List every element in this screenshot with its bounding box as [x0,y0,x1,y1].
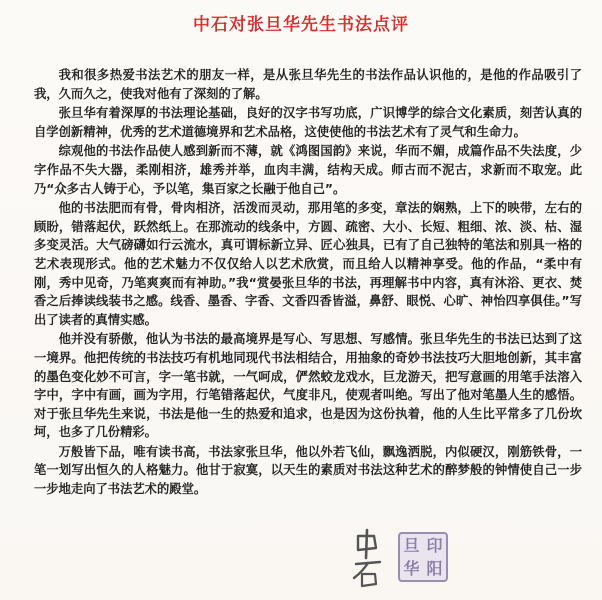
article-body [34,66,582,500]
paragraph-6: 万般皆下品，唯有读书高，书法家张旦华，他以外若飞仙，飘逸洒脱，内似硬汉，刚筋铁骨，一笔一划写出恒久的人格魅力。他甘于寂寞，以天生的素质对书法这种艺术的醉梦般的钟情使自己一步一步地走向了书法艺术的殿堂。 [34,444,582,497]
seal-char: 印 [426,535,443,555]
signature-mark [350,528,386,590]
paragraph-1: 我和很多热爱书法艺术的朋友一样，是从张旦华先生的书法作品认识他的，是他的作品吸引了我，久而久之，使我对他有了深刻的了解。 [34,68,582,101]
page-title: 中石对张旦华先生书法点评 [193,15,409,35]
paragraph-4: 他的书法肥而有骨，骨肉相济，活泼而灵动，那用笔的多变，章法的娴熟，上下的映带，左右的顾盼，错落起伏，跃然纸上。在那流动的线条中，方圆、疏密、大小、长短、粗细、浓、淡、枯、湿多变灵活。大气磅礴如行云流水，真可谓标新立异、匠心独具，已有了自己独特的笔法和别具一格的艺术表现形式。他的艺术魅力不仅仅给人以艺术欣赏，而且给人以精神享受。他的作品，“柔中有刚，秀中见奇，乃笔爽爽而有神助。”我“赏晏张旦华的书法，再理解书中内容，真有沐浴、更衣、焚香之后捧读线装书之感。线香、墨香、字香、文香四香皆溢，鼻舒、眼悦、心旷、神怡四享俱佳。”写出了读者的真情实感。 [34,201,582,327]
seal-char: 旦 [403,535,420,555]
seal-stamp [398,532,448,582]
paragraph-3: 综观他的书法作品使人感到新而不薄，就《鸿图国韵》来说，华而不媚，成篇作品不失法度，少字作品不失大器，柔刚相济，雄秀并举，血肉丰满，结构天成。师古而不泥古，求新而不取宠。此乃“众多古人铸于心，予以笔，集百家之长融于他自己”。 [34,144,582,196]
paragraph-2: 张旦华有着深厚的书法理论基础，良好的汉字书写功底，广识博学的综合文化素质，刻苦认真的自学创新精神，优秀的艺术道德境界和艺术品格，这使使他的书法艺术有了灵气和生命力。 [34,106,582,139]
paragraph-5: 他并没有骄傲，他认为书法的最高境界是写心、写思想、写感情。张旦华先生的书法已达到了这一境界。他把传统的书法技巧有机地同现代书法相结合，用抽象的奇妙书法技巧大胆地创新，其丰富的墨色变化妙不可言，字一笔书就，一气呵成，俨然蛟龙戏水，巨龙游天，把写意画的用笔手法溶入字中，字中有画，画为字用，行笔错落起伏，气度非凡，使观者叫绝。写出了他对笔墨人生的感悟。对于张旦华先生来说，书法是他一生的热爱和追求，也是因为这份执着，他的人生比平常多了几份坎坷，也多了几份精彩。 [34,332,582,440]
seal-char: 华 [403,558,420,578]
seal-char: 阳 [426,558,443,578]
